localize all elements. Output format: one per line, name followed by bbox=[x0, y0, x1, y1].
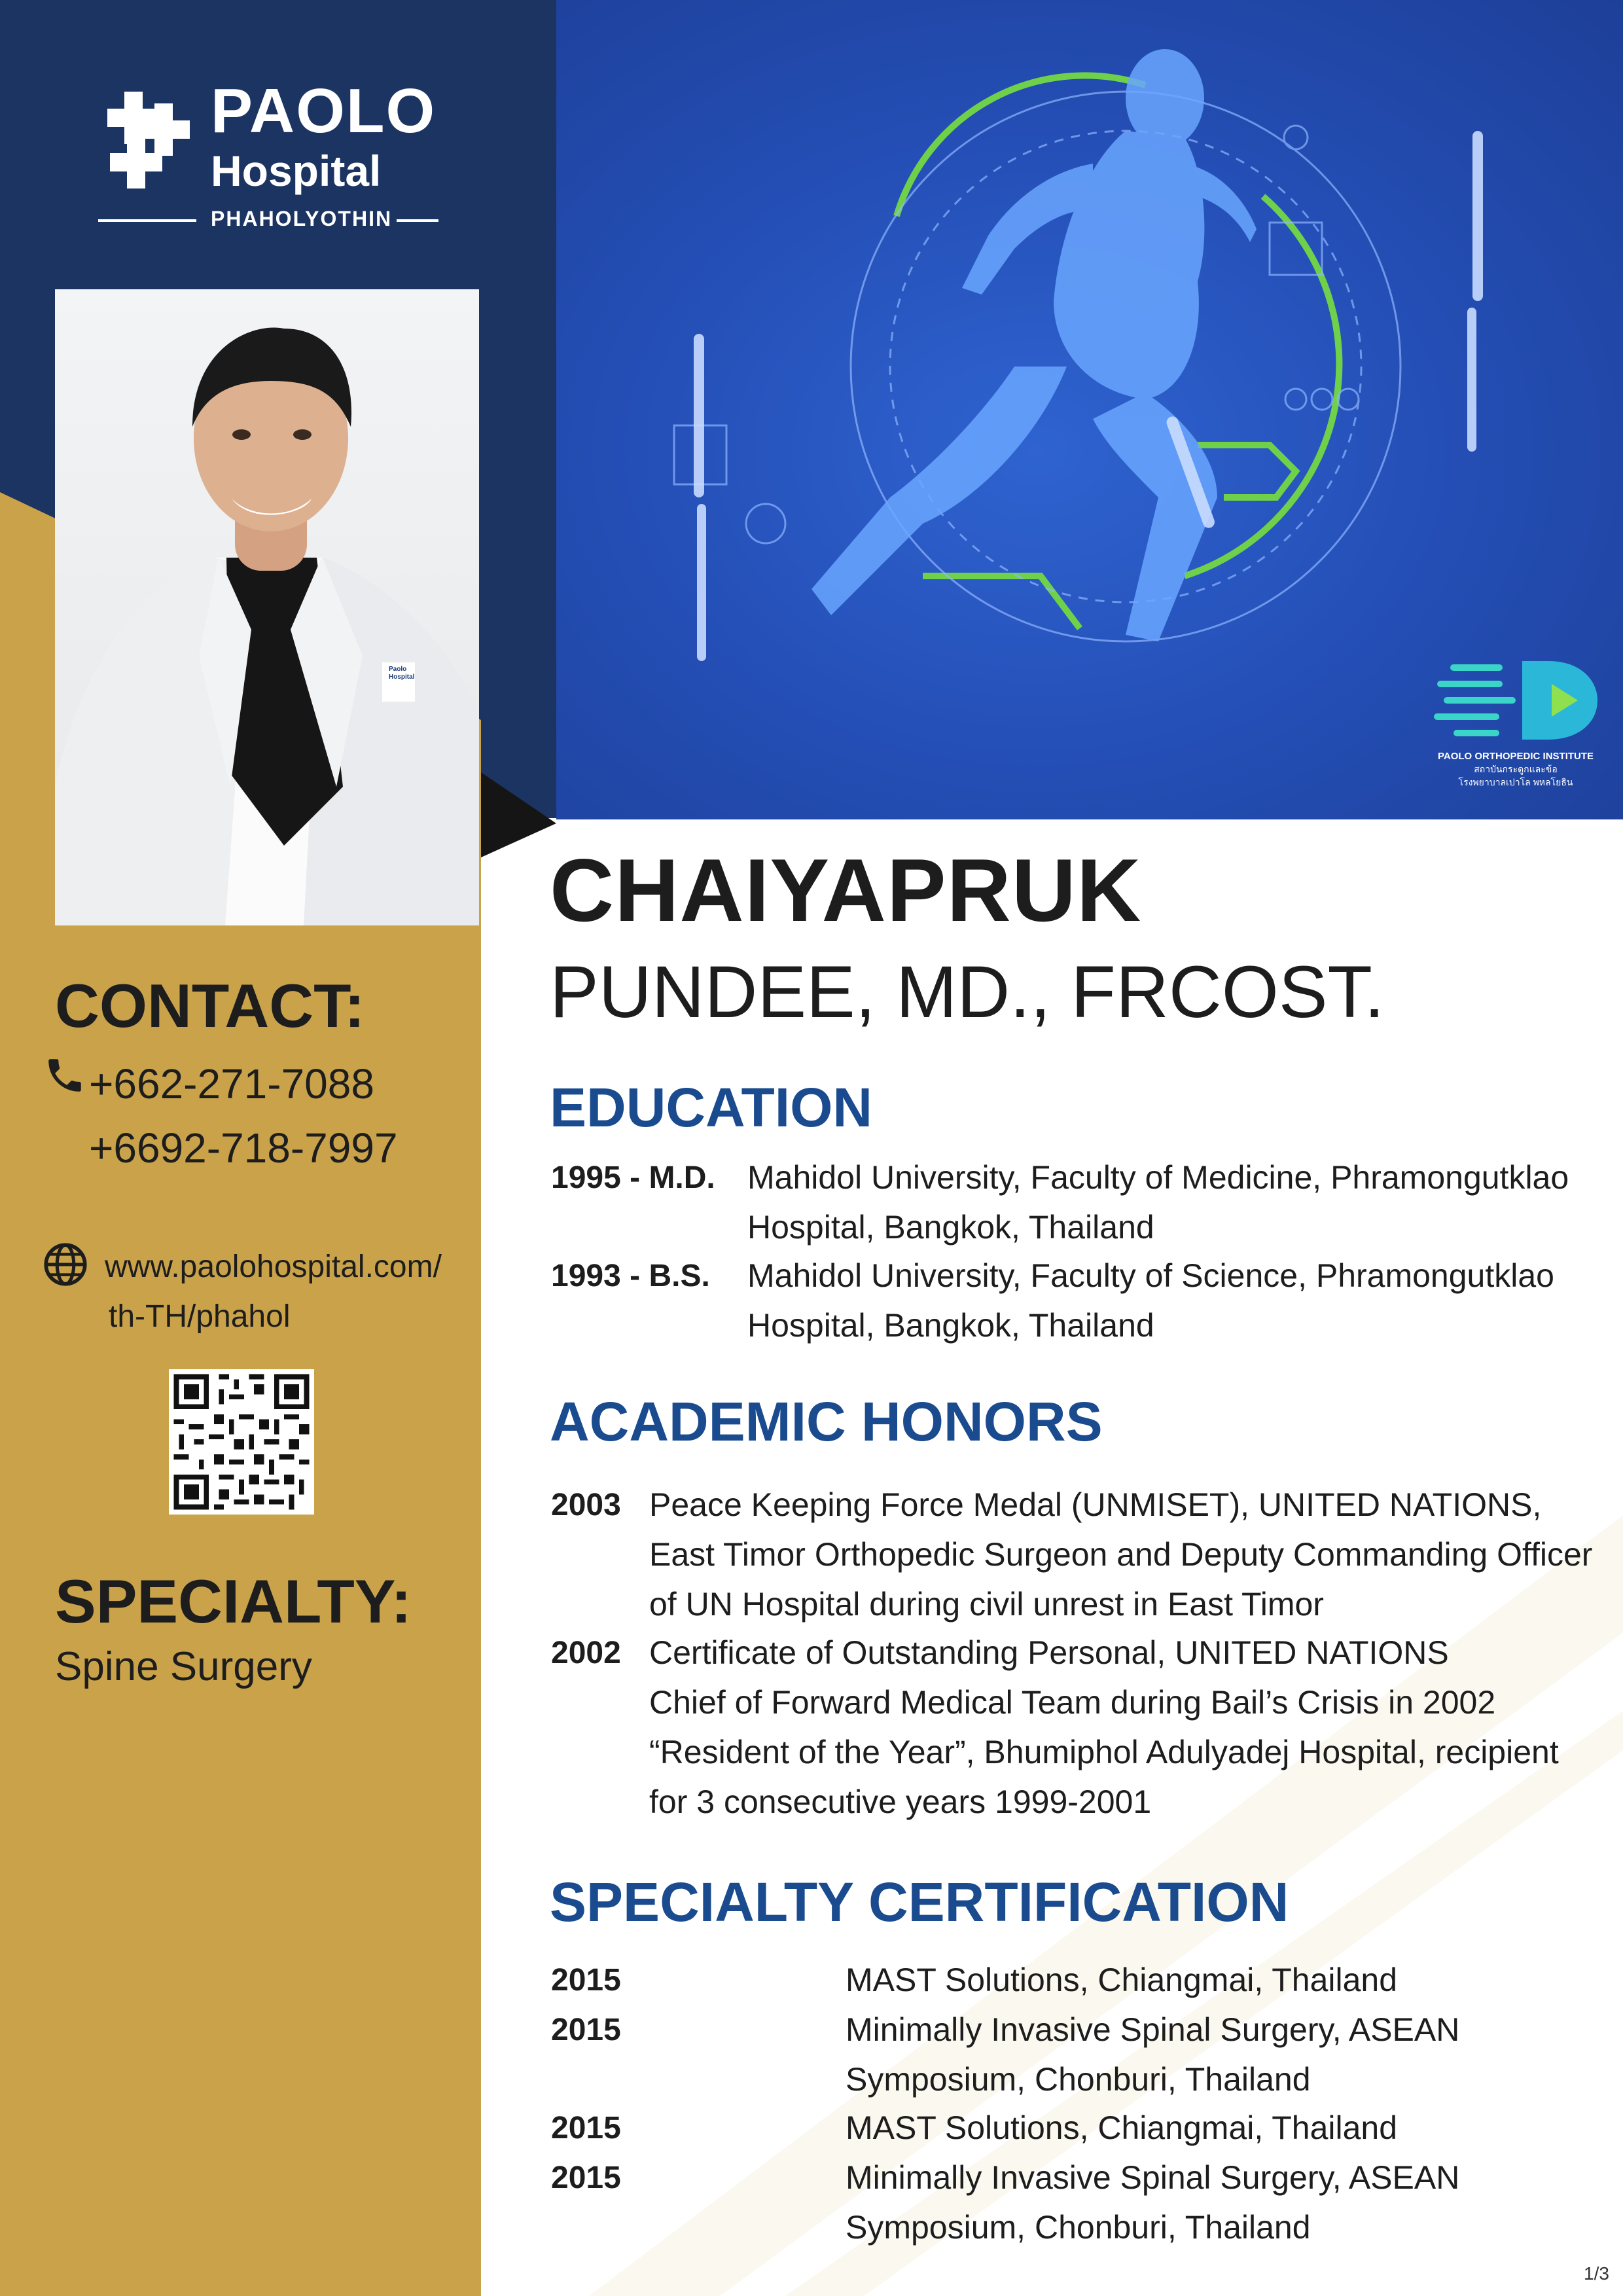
globe-icon bbox=[43, 1242, 88, 1287]
doctor-last-name: PUNDEE, MD., FRCOST. bbox=[550, 951, 1385, 1033]
honors-line-2-1: Certificate of Outstanding Personal, UNITED NATIONS bbox=[649, 1634, 1449, 1671]
education-line-2-2: Hospital, Bangkok, Thailand bbox=[747, 1307, 1154, 1344]
education-year-1: 1995 - M.D. bbox=[551, 1160, 715, 1195]
certification-title: SPECIALTY CERTIFICATION bbox=[550, 1871, 1289, 1933]
phone-number-2[interactable]: +6692-718-7997 bbox=[89, 1124, 398, 1172]
logo-divider-left bbox=[98, 219, 196, 222]
certification-line-4-2: Symposium, Chonburi, Thailand bbox=[846, 2209, 1311, 2246]
hospital-branch: PHAHOLYOTHIN bbox=[211, 207, 393, 230]
logo-divider-right bbox=[397, 219, 438, 222]
education-line-2-1: Mahidol University, Faculty of Science, Phramongutklao bbox=[747, 1257, 1554, 1294]
orthopedic-institute-logo bbox=[1418, 648, 1614, 805]
specialty-value: Spine Surgery bbox=[55, 1644, 312, 1689]
specialty-heading: SPECIALTY: bbox=[55, 1567, 412, 1636]
hospital-logo bbox=[98, 76, 438, 236]
website-line-1[interactable]: www.paolohospital.com/ bbox=[105, 1249, 442, 1284]
institute-emblem-icon bbox=[1418, 648, 1614, 746]
honors-year-1: 2003 bbox=[551, 1488, 621, 1522]
hospital-cross-icon bbox=[98, 92, 203, 196]
institute-name: PAOLO ORTHOPEDIC INSTITUTE bbox=[1437, 751, 1594, 762]
hospital-name: PAOLO bbox=[211, 76, 437, 146]
institute-thai-line-1: สถาบันกระดูกและข้อ bbox=[1474, 764, 1558, 774]
institute-thai-line-2: โรงพยาบาลเปาโล พหลโยธิน bbox=[1458, 777, 1573, 787]
doctor-photo bbox=[55, 289, 479, 925]
certification-line-3-1: MAST Solutions, Chiangmai, Thailand bbox=[846, 2109, 1398, 2146]
honors-title: ACADEMIC HONORS bbox=[550, 1391, 1103, 1452]
certification-line-4-1: Minimally Invasive Spinal Surgery, ASEAN bbox=[846, 2159, 1460, 2196]
certification-year-3: 2015 bbox=[551, 2111, 621, 2145]
certification-year-4: 2015 bbox=[551, 2161, 621, 2195]
education-line-1-2: Hospital, Bangkok, Thailand bbox=[747, 1209, 1154, 1246]
certification-year-2: 2015 bbox=[551, 2013, 621, 2047]
qr-code[interactable] bbox=[169, 1369, 314, 1515]
honors-line-2-4: for 3 consecutive years 1999-2001 bbox=[649, 1784, 1152, 1820]
certification-line-2-2: Symposium, Chonburi, Thailand bbox=[846, 2061, 1311, 2098]
doctor-portrait bbox=[55, 289, 479, 925]
doctor-first-name: CHAIYAPRUK bbox=[550, 840, 1142, 940]
hospital-subname: Hospital bbox=[211, 147, 382, 195]
education-title: EDUCATION bbox=[550, 1077, 873, 1138]
honors-line-2-3: “Resident of the Year”, Bhumiphol Adulyadej Hospital, recipient bbox=[649, 1734, 1559, 1770]
education-year-2: 1993 - B.S. bbox=[551, 1259, 710, 1293]
phone-number-1[interactable]: +662-271-7088 bbox=[89, 1060, 374, 1107]
page-number: 1/3 bbox=[1584, 2263, 1609, 2284]
website-line-2[interactable]: th-TH/phahol bbox=[109, 1299, 291, 1334]
certification-line-1-1: MAST Solutions, Chiangmai, Thailand bbox=[846, 1962, 1398, 1998]
certification-year-1: 2015 bbox=[551, 1963, 621, 1998]
honors-line-1-2: East Timor Orthopedic Surgeon and Deputy Commanding Officer bbox=[649, 1536, 1593, 1573]
honors-line-2-2: Chief of Forward Medical Team during Bail’s Crisis in 2002 bbox=[649, 1684, 1496, 1721]
coat-logo-text bbox=[389, 666, 414, 681]
honors-year-2: 2002 bbox=[551, 1636, 621, 1670]
phone-icon bbox=[43, 1054, 86, 1097]
qr-code-image bbox=[169, 1369, 314, 1515]
honors-line-1-3: of UN Hospital during civil unrest in East Timor bbox=[649, 1586, 1324, 1623]
education-line-1-1: Mahidol University, Faculty of Medicine, Phramongutklao bbox=[747, 1159, 1569, 1196]
certification-line-2-1: Minimally Invasive Spinal Surgery, ASEAN bbox=[846, 2011, 1460, 2048]
coat-logo-line-1: Paolo bbox=[389, 666, 407, 673]
honors-line-1-1: Peace Keeping Force Medal (UNMISET), UNITED NATIONS, bbox=[649, 1486, 1542, 1523]
contact-heading: CONTACT: bbox=[55, 971, 365, 1040]
coat-logo-line-2: Hospital bbox=[389, 673, 415, 681]
